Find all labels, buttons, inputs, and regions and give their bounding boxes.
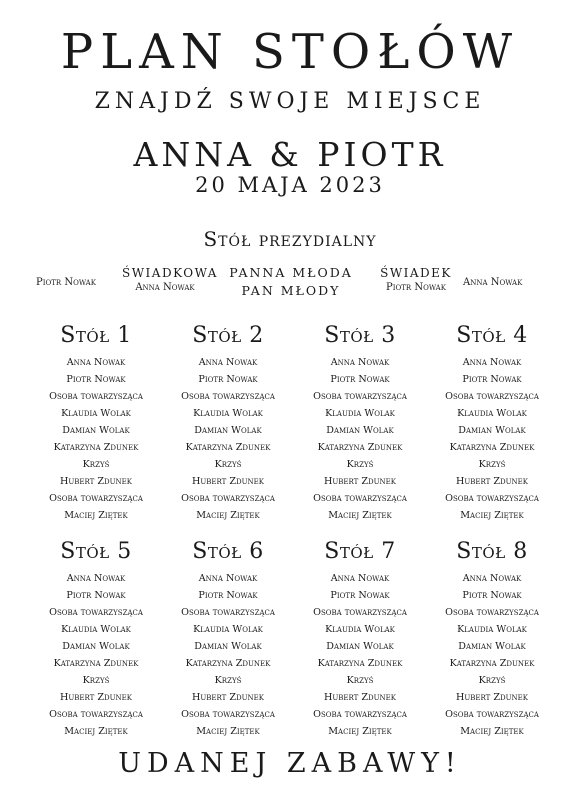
guest-name: Krzyś <box>214 675 242 686</box>
guest-name: Anna Nowak <box>198 357 258 368</box>
guest-name: Piotr Nowak <box>66 590 126 601</box>
guest-name: Klaudia Wolak <box>61 408 131 419</box>
head-table-far-left-guest: Piotr Nowak <box>36 277 96 288</box>
guest-name: Anna Nowak <box>66 573 126 584</box>
guest-name: Klaudia Wolak <box>457 408 527 419</box>
page-title: PLAN STOŁÓW <box>60 24 520 80</box>
guest-name: Maciej Ziętek <box>64 726 128 737</box>
guest-name: Krzyś <box>478 675 506 686</box>
guest-name: Hubert Zdunek <box>323 476 397 487</box>
guest-name: Osoba towarzysząca <box>313 391 407 402</box>
witness-male-role: ŚWIADEK <box>380 266 452 280</box>
head-table-title: Stół prezydialny <box>203 227 377 251</box>
guest-name: Piotr Nowak <box>330 590 390 601</box>
guest-name: Osoba towarzysząca <box>181 493 275 504</box>
witness-female-name: Anna Nowak <box>135 282 195 293</box>
table-name: Stół 8 <box>456 539 528 564</box>
guest-name: Maciej Ziętek <box>64 510 128 521</box>
guest-name: Krzyś <box>346 675 374 686</box>
guest-name: Klaudia Wolak <box>325 408 395 419</box>
guest-name: Maciej Ziętek <box>196 510 260 521</box>
guest-name: Osoba towarzysząca <box>313 709 407 720</box>
guest-name: Anna Nowak <box>66 357 126 368</box>
guest-name: Osoba towarzysząca <box>181 709 275 720</box>
guest-name: Klaudia Wolak <box>61 624 131 635</box>
guest-name: Katarzyna Zdunek <box>53 442 139 453</box>
guest-name: Anna Nowak <box>198 573 258 584</box>
guest-name: Osoba towarzysząca <box>445 709 539 720</box>
guest-name: Katarzyna Zdunek <box>317 658 403 669</box>
guest-name: Krzyś <box>214 459 242 470</box>
guest-name: Hubert Zdunek <box>455 692 529 703</box>
guest-name: Piotr Nowak <box>198 374 258 385</box>
footer-message: UDANEJ ZABAWY! <box>118 748 462 779</box>
guest-name: Piotr Nowak <box>198 590 258 601</box>
guest-name: Krzyś <box>346 459 374 470</box>
guest-name: Anna Nowak <box>462 573 522 584</box>
guest-name: Hubert Zdunek <box>191 692 265 703</box>
guest-name: Piotr Nowak <box>462 590 522 601</box>
guest-name: Damian Wolak <box>194 641 262 652</box>
table-1 <box>30 322 162 524</box>
guest-name: Anna Nowak <box>330 573 390 584</box>
head-table-far-right-guest: Anna Nowak <box>463 277 523 288</box>
guest-name: Osoba towarzysząca <box>181 391 275 402</box>
table-name: Stół 1 <box>60 323 132 348</box>
bride-label: PANNA MŁODA <box>229 265 353 280</box>
guest-name: Anna Nowak <box>462 357 522 368</box>
guest-name: Maciej Ziętek <box>328 510 392 521</box>
guest-name: Krzyś <box>82 459 110 470</box>
tables-row-2 <box>30 538 558 740</box>
table-name: Stół 5 <box>60 539 132 564</box>
guest-name: Maciej Ziętek <box>328 726 392 737</box>
guest-name: Klaudia Wolak <box>193 408 263 419</box>
guest-name: Katarzyna Zdunek <box>185 442 271 453</box>
guest-name: Hubert Zdunek <box>455 476 529 487</box>
page-subtitle: ZNAJDŹ SWOJE MIEJSCE <box>94 89 486 114</box>
guest-name: Damian Wolak <box>194 425 262 436</box>
guest-name: Piotr Nowak <box>66 374 126 385</box>
guest-name: Katarzyna Zdunek <box>185 658 271 669</box>
guest-name: Klaudia Wolak <box>193 624 263 635</box>
guest-name: Osoba towarzysząca <box>313 493 407 504</box>
witness-female-role: ŚWIADKOWA <box>122 266 218 280</box>
table-2 <box>162 322 294 524</box>
guest-name: Osoba towarzysząca <box>445 607 539 618</box>
guest-name: Piotr Nowak <box>462 374 522 385</box>
tables-row-1 <box>30 322 558 524</box>
head-table-couple <box>226 264 356 300</box>
guest-name: Hubert Zdunek <box>323 692 397 703</box>
guest-name: Maciej Ziętek <box>196 726 260 737</box>
guest-name: Osoba towarzysząca <box>49 607 143 618</box>
guest-name: Damian Wolak <box>326 425 394 436</box>
table-name: Stół 2 <box>192 323 264 348</box>
guest-name: Anna Nowak <box>330 357 390 368</box>
head-table-left-witness <box>122 265 218 295</box>
guest-name: Hubert Zdunek <box>191 476 265 487</box>
guest-name: Krzyś <box>82 675 110 686</box>
couple-names: ANNA & PIOTR <box>133 135 447 174</box>
groom-label: PAN MŁODY <box>241 283 341 298</box>
table-name: Stół 4 <box>456 323 528 348</box>
guest-name: Katarzyna Zdunek <box>53 658 139 669</box>
head-table-right-witness <box>380 265 452 295</box>
table-4 <box>426 322 558 524</box>
guest-name: Damian Wolak <box>326 641 394 652</box>
guest-name: Damian Wolak <box>458 641 526 652</box>
table-3 <box>294 322 426 524</box>
guest-name: Katarzyna Zdunek <box>449 658 535 669</box>
guest-name: Katarzyna Zdunek <box>449 442 535 453</box>
table-5 <box>30 538 162 740</box>
guest-name: Maciej Ziętek <box>460 510 524 521</box>
guest-name: Klaudia Wolak <box>457 624 527 635</box>
guest-name: Damian Wolak <box>62 425 130 436</box>
guest-name: Hubert Zdunek <box>59 476 133 487</box>
guest-name: Damian Wolak <box>458 425 526 436</box>
guest-name: Osoba towarzysząca <box>181 607 275 618</box>
guest-name: Krzyś <box>478 459 506 470</box>
table-name: Stół 6 <box>192 539 264 564</box>
table-name: Stół 3 <box>324 323 396 348</box>
guest-name: Osoba towarzysząca <box>49 709 143 720</box>
wedding-date: 20 MAJA 2023 <box>195 173 385 197</box>
table-6 <box>162 538 294 740</box>
witness-male-name: Piotr Nowak <box>386 282 446 293</box>
guest-name: Katarzyna Zdunek <box>317 442 403 453</box>
guest-name: Hubert Zdunek <box>59 692 133 703</box>
guest-name: Osoba towarzysząca <box>313 607 407 618</box>
guest-name: Osoba towarzysząca <box>445 493 539 504</box>
table-name: Stół 7 <box>324 539 396 564</box>
guest-name: Klaudia Wolak <box>325 624 395 635</box>
guest-name: Maciej Ziętek <box>460 726 524 737</box>
guest-name: Piotr Nowak <box>330 374 390 385</box>
guest-name: Damian Wolak <box>62 641 130 652</box>
table-8 <box>426 538 558 740</box>
head-table-row <box>0 264 580 304</box>
guest-name: Osoba towarzysząca <box>49 391 143 402</box>
guest-name: Osoba towarzysząca <box>445 391 539 402</box>
table-7 <box>294 538 426 740</box>
guest-name: Osoba towarzysząca <box>49 493 143 504</box>
